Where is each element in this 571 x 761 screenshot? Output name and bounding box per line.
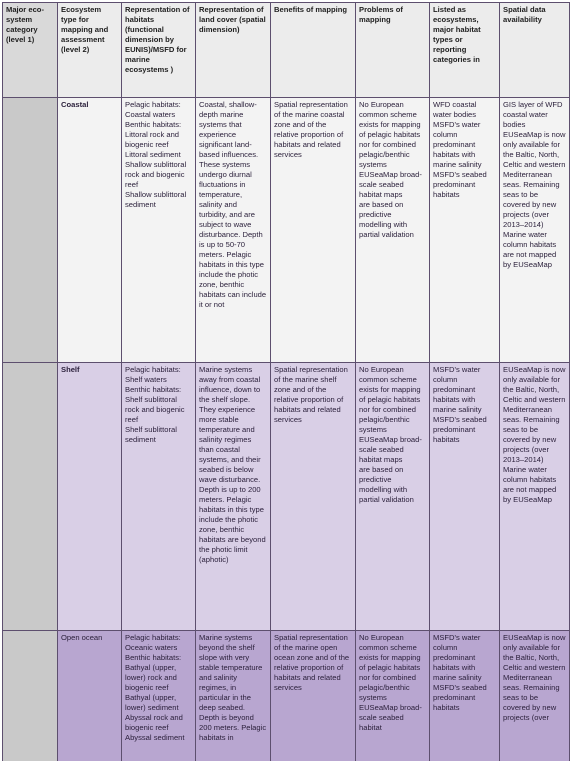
ecosystem-type-cell: Coastal (58, 98, 122, 363)
habitat-line: Shallow sublittoral rock and biogenic reef (125, 160, 187, 189)
header-land-cover: Representation of land cover (spatial dimension) (196, 3, 271, 98)
availability-line: EUSeaMap is now only available for the Baltic, North, Celtic and western Mediterranean seas. Remaining seas to be covered by new projects (over 2013–2014) (503, 130, 566, 229)
header-listed: Listed as ecosystems, major habitat types or reporting categories in (430, 3, 500, 98)
category-cell (3, 631, 58, 761)
problem-line: are based on predictive modelling with partial validation (359, 465, 414, 504)
habitats-cell (122, 363, 196, 631)
header-problems: Problems of mapping (356, 3, 430, 98)
table-row (3, 631, 570, 761)
habitat-line: Benthic habitats: Bathyal (upper, lower) rock and biogenic reef (125, 653, 182, 692)
habitat-line: Benthic habitats: Shelf sublittoral rock and biogenic reef (125, 385, 185, 424)
land-cover-cell: Marine systems away from coastal influence, down to the shelf slope. They experience more stable temperature and salinity regimes than coastal systems, and their seabed is below wave disturbance. Depth is up to 200 meters. Pelagic habitats in this type include the photic zone, benthic habitats are beyond the photic limit (aphotic) (196, 363, 271, 631)
header-row (3, 3, 570, 98)
problem-line: EUSeaMap broad-scale seabed habitat maps (359, 435, 422, 464)
listed-line: WFD coastal water bodies (433, 100, 477, 119)
category-cell (3, 98, 58, 363)
availability-cell (500, 363, 570, 631)
problem-line: EUSeaMap broad-scale seabed habitat (359, 703, 422, 732)
habitat-line: Pelagic habitats: Shelf waters (125, 365, 181, 384)
habitat-line: Abyssal sediment (125, 733, 185, 742)
listed-line: MSFD's seabed predominant habitats (433, 415, 487, 444)
problem-line: No European common scheme exists for mapping of pelagic habitats nor for combined pelagic/benthic systems (359, 633, 421, 702)
listed-line: MSFD's water column predominant habitats with marine salinity (433, 365, 482, 414)
listed-cell (430, 631, 500, 761)
habitat-line: Shallow sublittoral sediment (125, 190, 187, 209)
category-cell (3, 363, 58, 631)
habitats-cell (122, 98, 196, 363)
header-benefits: Benefits of mapping (271, 3, 356, 98)
ecosystem-mapping-table (2, 2, 570, 761)
habitat-line: Benthic habitats: Littoral rock and biogenic reef (125, 120, 182, 149)
table-row (3, 98, 570, 363)
listed-line: MSFD's seabed predominant habitats (433, 683, 487, 712)
land-cover-cell: Coastal, shallow-depth marine systems that experience significant land-based influences. These systems undergo diurnal fluctuations in temperature, salinity and turbidity, and are subject to wave disturbance. Depth is up to 50-70 meters. Pelagic habitats in this type include the photic zone, benthic habitats can include it or not (196, 98, 271, 363)
habitat-line: Littoral sediment (125, 150, 181, 159)
benefits-cell: Spatial representation of the marine coastal zone and of the relative proportion of habitats and related services (271, 98, 356, 363)
listed-line: MSFD's seabed predominant habitats (433, 170, 487, 199)
benefits-cell: Spatial representation of the marine shelf zone and of the relative proportion of habitats and related services (271, 363, 356, 631)
availability-line: Marine water column habitats are not mapped by EUSeaMap (503, 230, 557, 269)
habitat-line: Shelf sublittoral sediment (125, 425, 177, 444)
habitat-line: Abyssal rock and biogenic reef (125, 713, 183, 732)
problems-cell (356, 631, 430, 761)
problems-cell (356, 98, 430, 363)
header-availability: Spatial data availability (500, 3, 570, 98)
benefits-cell: Spatial representation of the marine open ocean zone and of the relative proportion of habitats and related services (271, 631, 356, 761)
problem-line: are based on predictive modelling with partial validation (359, 200, 414, 239)
problems-cell (356, 363, 430, 631)
table-row (3, 363, 570, 631)
header-major-category: Major eco-system category (level 1) (3, 3, 58, 98)
availability-line: EUSeaMap is now only available for the Baltic, North, Celtic and western Mediterranean seas. Remaining seas to be covered by new projects (over 2013–2014) (503, 365, 566, 464)
availability-line: EUSeaMap is now only available for the Baltic, North, Celtic and western Mediterranean seas. Remaining seas to be covered by new projects (over (503, 633, 566, 722)
listed-line: MSFD's water column predominant habitats with marine salinity (433, 120, 482, 169)
listed-cell (430, 98, 500, 363)
habitat-line: Bathyal (upper, lower) sediment (125, 693, 179, 712)
header-habitats: Representation of habitats (functional dimension by EUNIS)/MSFD for marine ecosystems ) (122, 3, 196, 98)
header-ecosystem-type: Ecosystem type for mapping and assessment (level 2) (58, 3, 122, 98)
listed-cell (430, 363, 500, 631)
habitat-line: Pelagic habitats: Coastal waters (125, 100, 181, 119)
availability-line: GIS layer of WFD coastal water bodies (503, 100, 563, 129)
availability-cell (500, 631, 570, 761)
problem-line: No European common scheme exists for mapping of pelagic habitats nor for combined pelagic/benthic systems (359, 100, 421, 169)
availability-cell (500, 98, 570, 363)
listed-line: MSFD's water column predominant habitats with marine salinity (433, 633, 482, 682)
problem-line: No European common scheme exists for mapping of pelagic habitats nor for combined pelagic/benthic systems (359, 365, 421, 434)
habitat-line: Pelagic habitats: Oceanic waters (125, 633, 181, 652)
availability-line: Marine water column habitats are not mapped by EUSeaMap (503, 465, 557, 504)
land-cover-cell: Marine systems beyond the shelf slope with very stable temperature and salinity regimes, in particular in the deep seabed. Depth is beyond 200 meters. Pelagic habitats in (196, 631, 271, 761)
habitats-cell (122, 631, 196, 761)
problem-line: EUSeaMap broad-scale seabed habitat maps (359, 170, 422, 199)
ecosystem-type-cell: Shelf (58, 363, 122, 631)
ecosystem-type-cell: Open ocean (58, 631, 122, 761)
